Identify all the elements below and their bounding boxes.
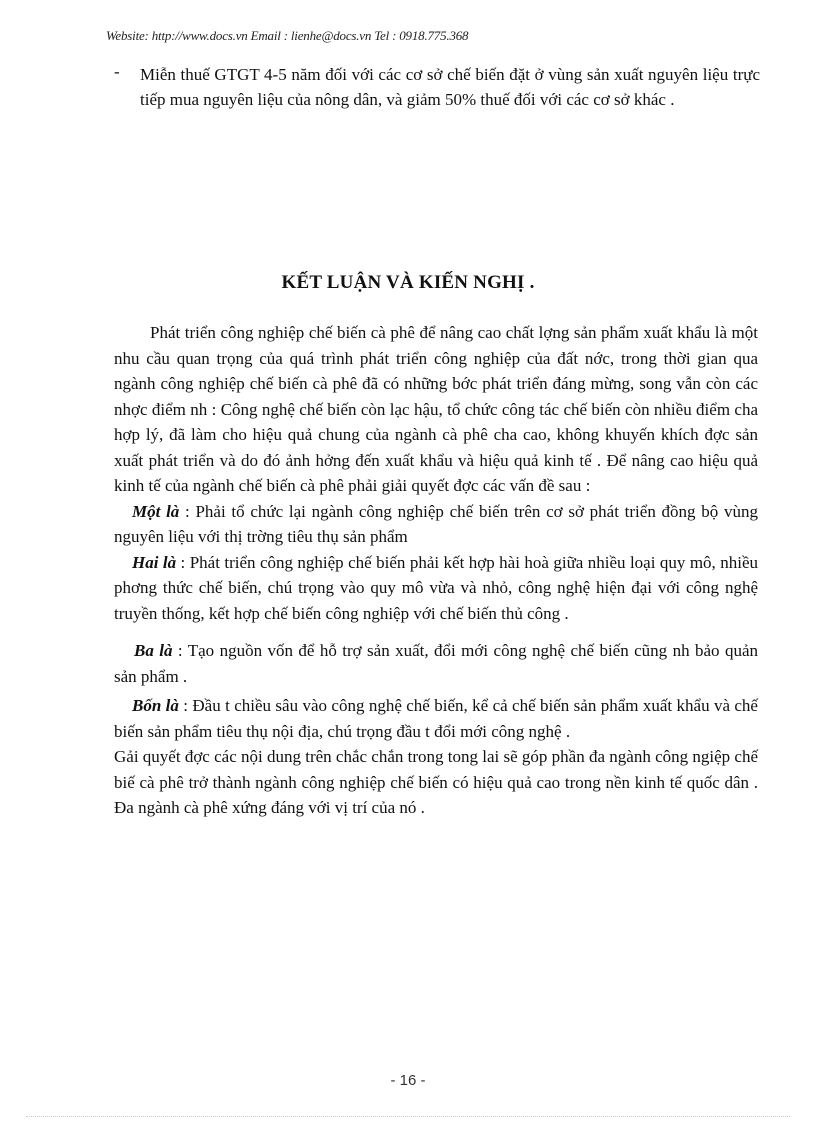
bullet-text: Miễn thuế GTGT 4-5 năm đối với các cơ sở chế biến đặt ở vùng sản xuất nguyên liệu trực tiếp mua nguyên liệu của nông dân, và giảm 50% thuế đối với các cơ sở khác .	[140, 65, 760, 109]
closing-paragraph: Gải quyết đợc các nội dung trên chắc chắn trong tong lai sẽ góp phần đa ngành công ngiệp chế biế cà phê trở thành ngành công nghiệp chế biến có hiệu quả cao trong nền kinh tế quốc dân . Đa ngành cà phê xứng đáng với vị trí của nó .	[114, 747, 758, 817]
bullet-item	[114, 62, 760, 112]
point-four-lead: Bốn là	[132, 696, 179, 715]
section-title: KẾT LUẬN VÀ KIẾN NGHỊ .	[281, 272, 535, 293]
website-header: Website: http://www.docs.vn Email : lienhe@docs.vn Tel : 0918.775.368	[106, 28, 469, 43]
point-two-lead: Hai là	[132, 552, 177, 572]
point-three-text: : Tạo nguồn vốn để hỗ trợ sản xuất, đổi mới công nghệ chế biến cũng nh bảo quản sản phẩm .	[114, 641, 758, 686]
page-number: - 16 -	[390, 1072, 426, 1089]
point-three-lead: Ba là	[134, 641, 173, 660]
point-one-text: : Phải tổ chức lại ngành công nghiệp chế biến trên cơ sở phát triển đồng bộ vùng nguyên liệu với thị trờng tiêu thụ sản phẩm	[114, 501, 758, 546]
page-bottom-rule	[26, 1116, 790, 1117]
intro-paragraph: Phát triển công nghiệp chế biến cà phê để nâng cao chất lợng sản phẩm xuất khẩu là một nhu cầu quan trọng của quá trình phát triển công nghiệp của đất nớc, trong thời gian qua ngành công nghiệp chế biến cà phê đã có những bớc phát triển đáng mừng, song vẫn còn các nhợc điểm nh : Công nghệ chế biến còn lạc hậu, tổ chức công tác chế biến còn nhiều điểm cha hợp lý, đã làm cho hiệu quả chung của ngành cà phê cha cao, không khuyến khích đợc sản xuất phát triển và do đó ảnh hởng đến xuất khẩu và hiệu quả kinh tế . Để nâng cao hiệu quả kinh tế của ngành chế biến cà phê phải giải quyết đợc các vấn đề sau :	[114, 323, 758, 495]
point-one-paragraph	[114, 499, 758, 550]
point-two-paragraph	[114, 550, 758, 627]
point-two-text: : Phát triển công nghiệp chế biến phải kết hợp hài hoà giữa nhiều loại quy mô, nhiều phơng thức chế biến, chú trọng vào quy mô vừa và nhỏ, công nghệ hiện đại với công nghệ truyền thống, kết hợp chế biến công nghiệp với chế biến thủ công .	[114, 552, 758, 623]
point-four-text: : Đầu t chiều sâu vào công nghệ chế biến, kể cả chế biến sản phẩm xuất khẩu và chế biến sản phẩm tiêu thụ nội địa, chú trọng đầu t đổi mới công nghệ .	[114, 696, 758, 741]
point-four-paragraph	[114, 693, 758, 744]
point-three-paragraph	[114, 638, 758, 689]
point-one-lead: Một là	[132, 501, 180, 521]
bullet-mark: -	[114, 62, 120, 81]
body-text	[114, 320, 758, 821]
